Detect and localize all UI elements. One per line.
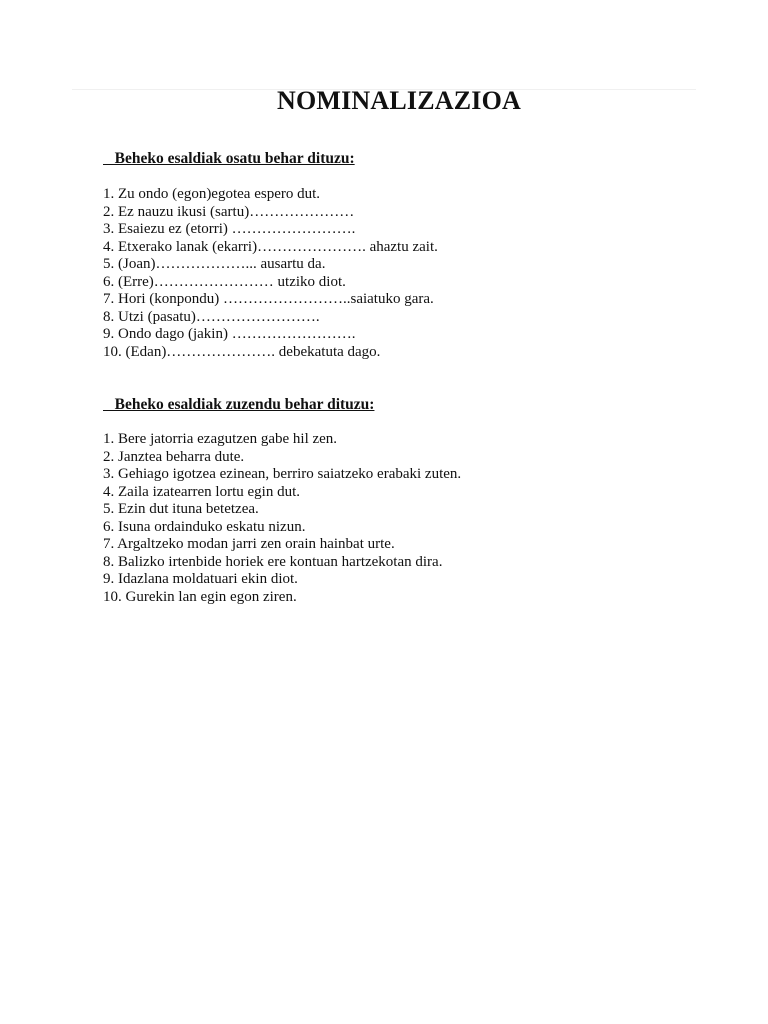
exercise-item-7: 7. Argaltzeko modan jarri zen orain hainbat urte. xyxy=(103,536,395,552)
exercise-item-7: 7. Hori (konpondu) ……………………..saiatuko gara. xyxy=(103,291,434,307)
exercise-item-8: 8. Utzi (pasatu)……………………. xyxy=(103,308,320,325)
section-heading: Beheko esaldiak osatu behar dituzu: xyxy=(103,150,355,167)
exercise-item-6: 6. (Erre)…………………… utziko diot. xyxy=(103,273,346,290)
exercise-item-5: 5. (Joan)………………... ausartu da. xyxy=(103,256,326,272)
exercise-item-6: 6. Isuna ordainduko eskatu nizun. xyxy=(103,518,306,535)
exercise-list xyxy=(103,431,663,606)
exercise-item-9: 9. Ondo dago (jakin) ……………………. xyxy=(103,326,356,342)
section-heading: Beheko esaldiak zuzendu behar dituzu: xyxy=(103,396,375,413)
section-correct-sentences xyxy=(103,396,663,606)
section-complete-sentences xyxy=(103,150,663,361)
exercise-item-8: 8. Balizko irtenbide horiek ere kontuan hartzekotan dira. xyxy=(103,553,443,570)
exercise-item-3: 3. Esaiezu ez (etorri) ……………………. xyxy=(103,221,356,237)
exercise-item-3: 3. Gehiago igotzea ezinean, berriro saiatzeko erabaki zuten. xyxy=(103,466,462,482)
exercise-item-10: 10. (Edan)…………………. debekatuta dago. xyxy=(103,343,381,360)
exercise-item-4: 4. Etxerako lanak (ekarri)…………………. ahaztu zait. xyxy=(103,238,438,255)
exercise-list xyxy=(103,186,663,361)
exercise-item-2: 2. Ez nauzu ikusi (sartu)………………… xyxy=(103,203,355,220)
exercise-item-2: 2. Janztea beharra dute. xyxy=(103,448,245,465)
exercise-item-4: 4. Zaila izatearren lortu egin dut. xyxy=(103,483,300,500)
exercise-item-1: 1. Zu ondo (egon)egotea espero dut. xyxy=(103,186,321,202)
exercise-item-5: 5. Ezin dut ituna betetzea. xyxy=(103,501,259,517)
exercise-item-10: 10. Gurekin lan egin egon ziren. xyxy=(103,588,297,605)
exercise-item-9: 9. Idazlana moldatuari ekin diot. xyxy=(103,571,298,587)
exercise-item-1: 1. Bere jatorria ezagutzen gabe hil zen. xyxy=(103,431,338,447)
page-title: NOMINALIZAZIOA xyxy=(276,86,522,115)
